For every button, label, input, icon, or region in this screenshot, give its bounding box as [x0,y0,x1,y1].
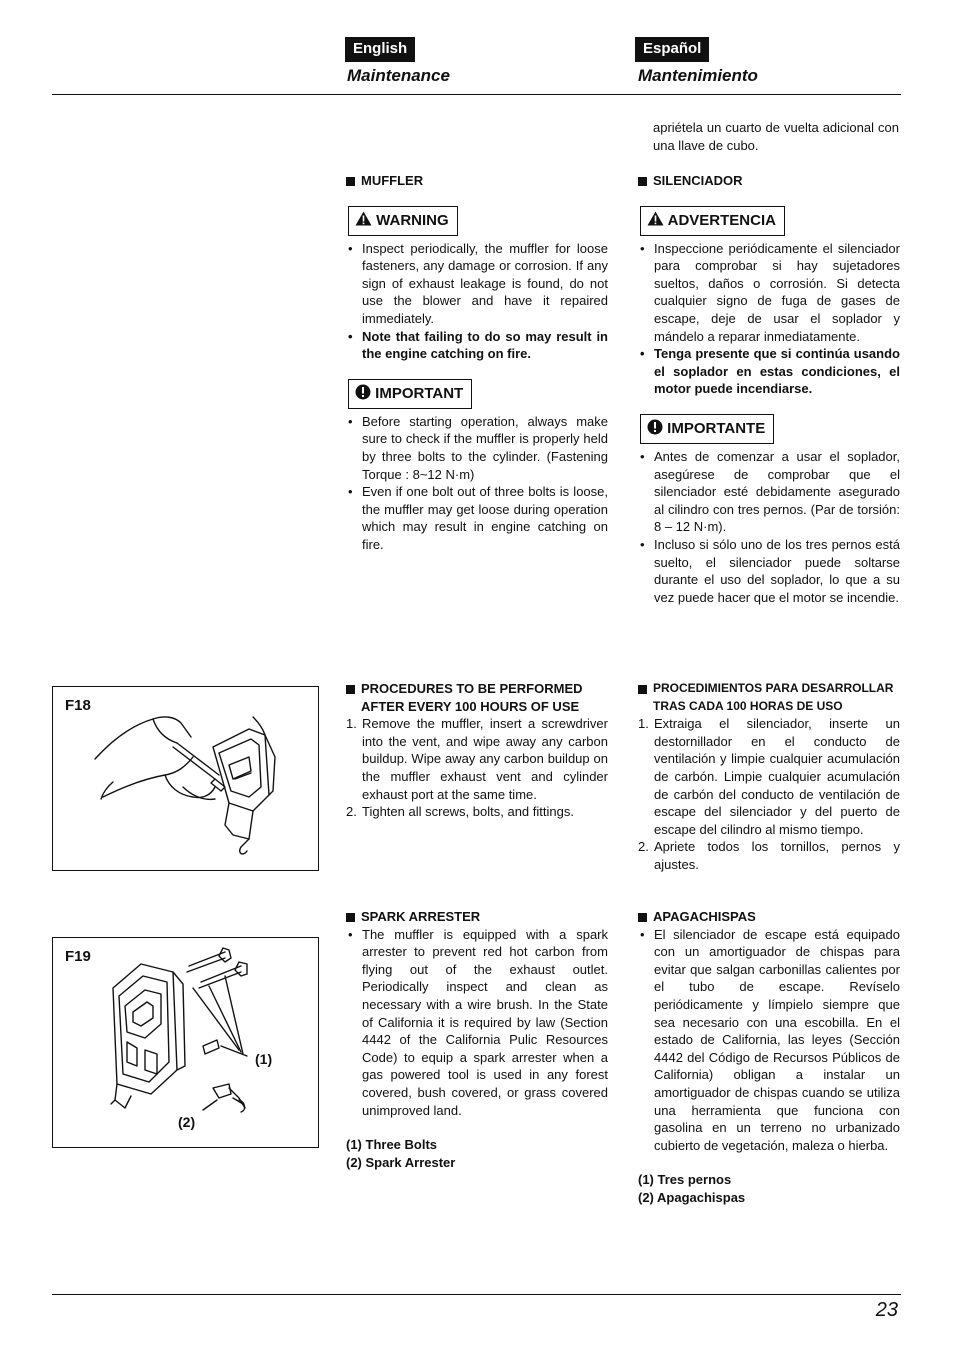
apagachispas-heading: APAGACHISPAS [638,908,900,926]
muffler-heading: MUFFLER [346,172,608,190]
list-item: • Incluso si sólo uno de los tres pernos está suelto, el silenciador puede soltarse durante el uso del soplador, lo que a su vez puede hacer que el motor se incendie. [638,536,900,606]
list-item: • Before starting operation, always make sure to check if the muffler is properly held by three bolts to the cylinder. (Fastening Torque : 8~12 N·m) [346,413,608,483]
list-item: 2. Apriete todos los tornillos, pernos y ajustes. [638,839,900,872]
list-item: 1. Remove the muffler, insert a screwdriver into the vent, and wipe away any carbon buildup. Wipe away any carbon buildup on the muffler exhaust vent and cylinder exhaust port at the same time. [346,716,608,802]
language-tag-english: English [345,37,415,62]
english-procedures [346,680,608,821]
list-item: • The muffler is equipped with a spark arrester to prevent red hot carbon from flying out of the exhaust outlet. Periodically inspect and clean as necessary with a wire brush. In the State of California it is required by law (Section 4442 of the California Pulic Resources Code) to equip a spark arrester when a gas powered tool is used in any forest covered, bush covered, or grass covered unimproved land. [346,926,608,1120]
list-item: • Note that failing to do so may result in the engine catching on fire. [346,328,608,363]
warning-list [346,240,608,363]
spanish-column [638,172,900,606]
figure-label-f18: F18 [65,697,91,714]
section-title-english: Maintenance [347,66,450,85]
list-item: • Inspeccione periódicamente el silenciador para comprobar si hay sujetadores sueltos, daños o corrosión. Si detecta cualquier signo de fuga de gases de escape, deje de usar el soplador y mándelo a reparar inmediatamente. [638,240,900,346]
warning-triangle-icon [355,211,372,226]
warning-triangle-icon [647,211,664,226]
spark-arrester-heading: SPARK ARRESTER [346,908,608,926]
muffler-cleaning-illustration [53,687,318,870]
muffler-heading-es: SILENCIADOR [638,172,900,190]
section-title-spanish: Mantenimiento [638,66,758,85]
legend-item: (2) Spark Arrester [346,1155,456,1171]
procedures-list-es [638,715,900,873]
figure-f18 [52,686,319,871]
spanish-spark [638,908,900,1207]
intro-text: apriétela un cuarto de vuelta adicional con una llave de cubo. [653,120,899,153]
apagachispas-list [638,926,900,1155]
procedures-list [346,715,608,821]
list-item: • Tenga presente que si continúa usando el soplador en estas condiciones, el motor puede incendiarse. [638,345,900,398]
important-list [346,413,608,554]
figure-legend [346,1136,608,1172]
callout-1: (1) [255,1051,273,1067]
list-item: • El silenciador de escape está equipado con un amortiguador de chispas para evitar que salgan carbonillas calientes por el tubo de escape. Revíselo periódicamente y límpielo siempre que sea necesario con una escobilla. En el estado de California, las leyes (Sección 4442 del Código de Recursos Públicos de California) obligan a instalar un amortiguador de chispas cuando se utiliza una herramienta que funciona con gasolina en un terreno no urbanizado cubierto de vegetación, maleza o hierba. [638,926,900,1155]
procedures-heading-es: PROCEDIMIENTOS PARA DESARROLLAR TRAS CADA 100 HORAS DE USO [638,680,900,715]
importante-list [638,448,900,606]
english-spark [346,908,608,1172]
page-number: 23 [875,1299,898,1321]
exclamation-circle-icon [355,384,371,400]
footer-rule [52,1294,901,1295]
spanish-procedures [638,680,900,874]
legend-item: (2) Apagachispas [638,1190,746,1206]
header-rule [52,94,901,95]
importante-label: IMPORTANTE [667,419,766,437]
advertencia-list [638,240,900,398]
advertencia-label: ADVERTENCIA [667,211,776,229]
spark-list [346,926,608,1120]
list-item: 1. Extraiga el silenciador, inserte un destornillador en el conducto de ventilación y limpie cualquier acumulación de carbón. Limpie cualquier acumulación de carbón del conducto de ventilación de escape del silenciador y del puerto de escape del cilindro al mismo tiempo. [638,716,900,837]
important-label: IMPORTANT [375,384,464,402]
important-box [348,379,472,409]
figure-label-f19: F19 [65,948,91,965]
list-item: • Inspect periodically, the muffler for loose fasteners, any damage or corrosion. If any sign of exhaust leakage is found, do not use the blower and have it repaired immediately. [346,240,608,328]
figure-f19 [52,937,319,1148]
list-item: • Even if one bolt out of three bolts is loose, the muffler may get loose during operation which may result in engine catching on fire. [346,483,608,553]
warning-label: WARNING [376,211,449,229]
callout-2: (2) [178,1114,196,1130]
advertencia-box [640,206,785,236]
procedures-heading: PROCEDURES TO BE PERFORMED AFTER EVERY 100 HOURS OF USE [346,680,608,715]
list-item: 2. Tighten all screws, bolts, and fittings. [346,804,574,820]
figure-legend-es [638,1171,900,1207]
importante-box [640,414,774,444]
spanish-intro [653,119,899,154]
warning-box [348,206,458,236]
language-tag-spanish: Español [635,37,709,62]
legend-item: (1) Tres pernos [638,1172,732,1188]
legend-item: (1) Three Bolts [346,1137,438,1153]
exclamation-circle-icon [647,419,663,435]
english-column [346,172,608,554]
list-item: • Antes de comenzar a usar el soplador, asegúrese de comprobar que el silenciador esté debidamente asegurado al cilindro con tres pernos. (Par de torsión: 8 – 12 N·m). [638,448,900,536]
